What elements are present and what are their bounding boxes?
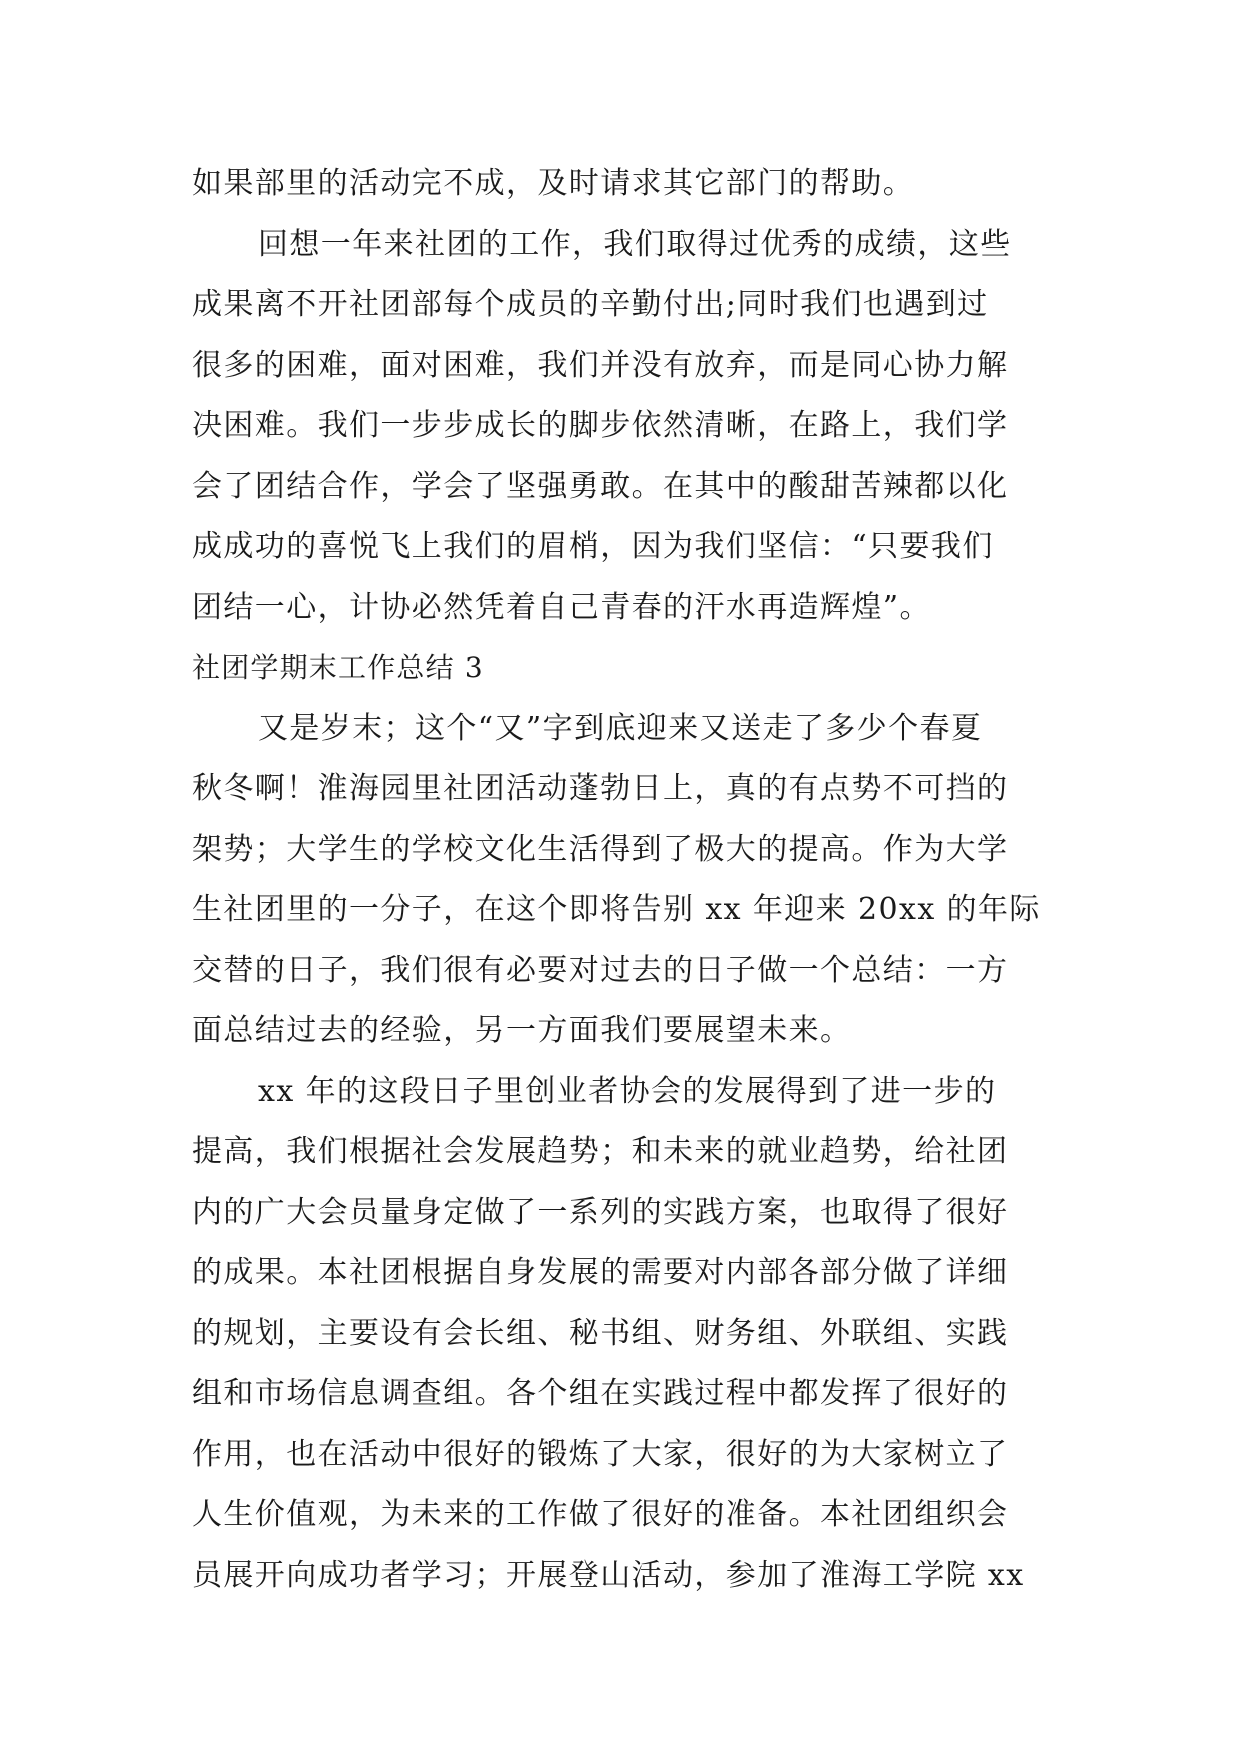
text-line: 如果部里的活动完不成，及时请求其它部门的帮助。 bbox=[192, 166, 915, 201]
paragraph-3 bbox=[192, 699, 1052, 1062]
text-line: 生社团里的一分子，在这个即将告别 xx 年迎来 20xx 的年际 bbox=[192, 892, 1041, 927]
text-line: 的成果。本社团根据自身发展的需要对内部各部分做了详细 bbox=[192, 1255, 1009, 1290]
text-line: 决困难。我们一步步成长的脚步依然清晰，在路上，我们学 bbox=[192, 408, 1009, 443]
paragraph-4 bbox=[192, 1062, 1052, 1607]
text-line: 成果离不开社团部每个成员的辛勤付出;同时我们也遇到过 bbox=[192, 287, 989, 322]
text-line: 作用，也在活动中很好的锻炼了大家，很好的为大家树立了 bbox=[192, 1436, 1009, 1472]
paragraph-2 bbox=[192, 215, 1052, 639]
document-body bbox=[192, 154, 1052, 1606]
text-line: 交替的日子，我们很有必要对过去的日子做一个总结：一方 bbox=[192, 952, 1009, 988]
text-line: xx 年的这段日子里创业者协会的发展得到了进一步的 bbox=[258, 1073, 997, 1109]
text-line: 秋冬啊！淮海园里社团活动蓬勃日上，真的有点势不可挡的 bbox=[192, 771, 1009, 806]
text-line: 员展开向成功者学习；开展登山活动，参加了淮海工学院 xx bbox=[192, 1557, 1025, 1593]
text-line: 很多的困难，面对困难，我们并没有放弃，而是同心协力解 bbox=[192, 347, 1009, 383]
text-line: 架势；大学生的学校文化生活得到了极大的提高。作为大学 bbox=[192, 831, 1009, 867]
text-line: 提高，我们根据社会发展趋势；和未来的就业趋势，给社团 bbox=[192, 1134, 1009, 1169]
section-heading: 社团学期末工作总结 3 bbox=[192, 651, 484, 684]
text-line: 回想一年来社团的工作，我们取得过优秀的成绩，这些 bbox=[258, 226, 1012, 262]
text-line: 成成功的喜悦飞上我们的眉梢，因为我们坚信：“只要我们 bbox=[192, 529, 994, 564]
text-line: 面总结过去的经验，另一方面我们要展望未来。 bbox=[192, 1013, 852, 1048]
paragraph-1 bbox=[192, 154, 1052, 215]
text-line: 组和市场信息调查组。各个组在实践过程中都发挥了很好的 bbox=[192, 1376, 1009, 1411]
text-line: 团结一心，计协必然凭着自己青春的汗水再造辉煌”。 bbox=[192, 589, 931, 625]
text-line: 人生价值观，为未来的工作做了很好的准备。本社团组织会 bbox=[192, 1497, 1009, 1532]
text-line: 会了团结合作，学会了坚强勇敢。在其中的酸甜苦辣都以化 bbox=[192, 468, 1009, 504]
text-line: 又是岁末；这个“又”字到底迎来又送走了多少个春夏 bbox=[258, 710, 983, 746]
text-line: 的规划，主要设有会长组、秘书组、财务组、外联组、实践 bbox=[192, 1315, 1009, 1351]
text-line: 内的广大会员量身定做了一系列的实践方案，也取得了很好 bbox=[192, 1194, 1009, 1230]
